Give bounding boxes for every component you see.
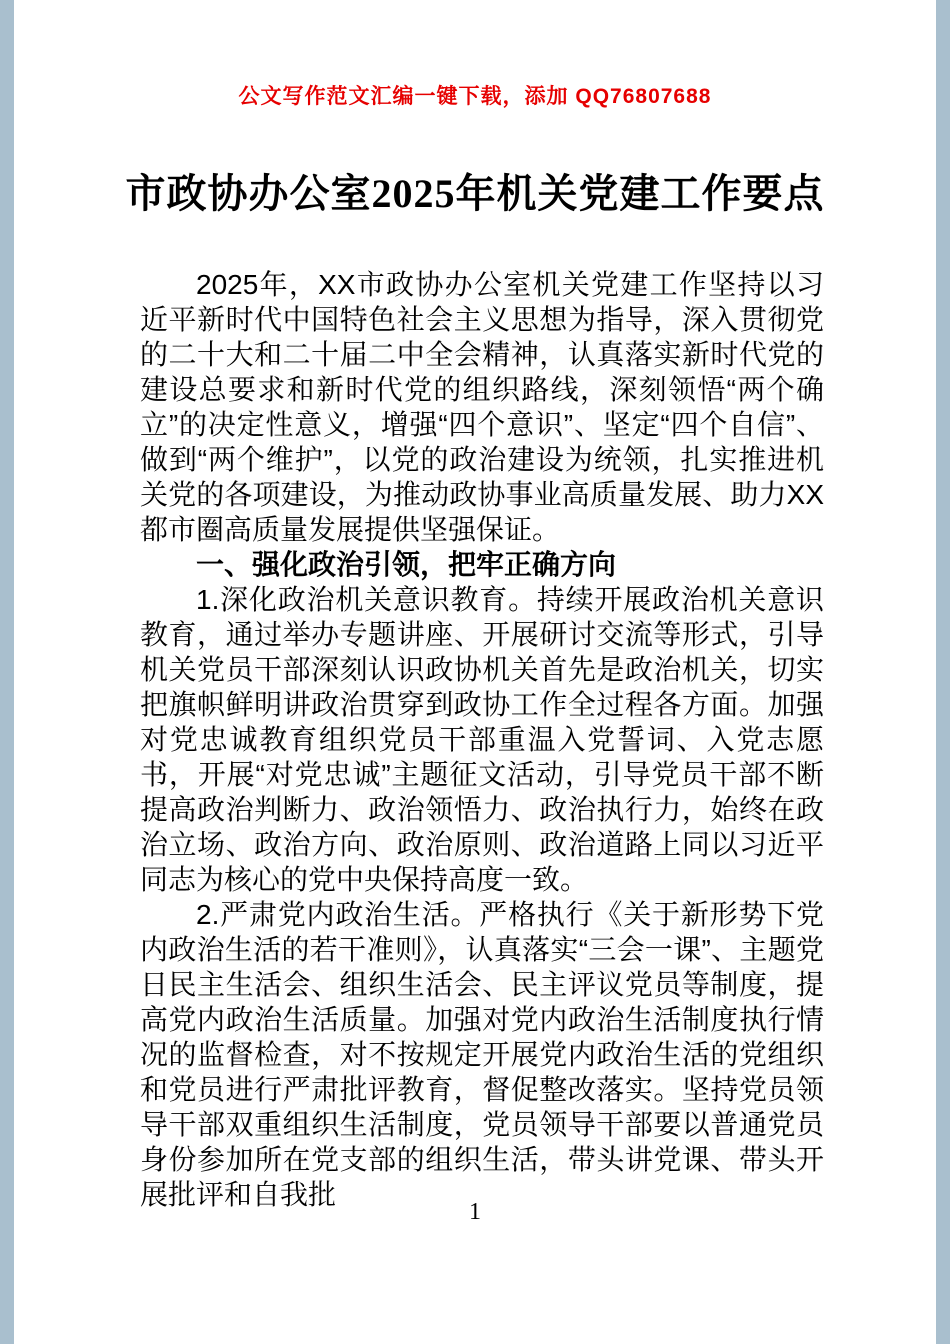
- page-title: 市政协办公室2025年机关党建工作要点: [125, 171, 825, 216]
- section-heading: 一、强化政治引领，把牢正确方向: [196, 549, 617, 580]
- document-body: [14, 267, 936, 1212]
- document-page: [14, 0, 936, 1344]
- paragraph: 2.严肃党内政治生活。严格执行《关于新形势下党内政治生活的若干准则》，认真落实“三会一课”、主题党日民主生活会、组织生活会、民主评议党员等制度，提高党内政治生活质量。加强对党内政治生活制度执行情况的监督检查，对不按规定开展党内政治生活的党组织和党员进行严肃批评教育，督促整改落实。坚持党员领导干部双重组织生活制度，党员领导干部要以普通党员身份参加所在党支部的组织生活，带头讲党课、带头开展批评和自我批: [140, 899, 824, 1210]
- header-notice: 公文写作范文汇编一键下载，添加 QQ76807688: [238, 85, 712, 108]
- paragraph: 1.深化政治机关意识教育。持续开展政治机关意识教育，通过举办专题讲座、开展研讨交流等形式，引导机关党员干部深刻认识政协机关首先是政治机关，切实把旗帜鲜明讲政治贯穿到政协工作全过程各方面。加强对党忠诚教育组织党员干部重温入党誓词、入党志愿书，开展“对党忠诚”主题征文活动，引导党员干部不断提高政治判断力、政治领悟力、政治执行力，始终在政治立场、政治方向、政治原则、政治道路上同以习近平同志为核心的党中央保持高度一致。: [140, 584, 824, 895]
- page-number: 1: [469, 1199, 481, 1225]
- paragraph: 2025年，XX市政协办公室机关党建工作坚持以习近平新时代中国特色社会主义思想为指导，深入贯彻党的二十大和二十届二中全会精神，认真落实新时代党的建设总要求和新时代党的组织路线，深刻领悟“两个确立”的决定性意义，增强“四个意识”、坚定“四个自信”、做到“两个维护”，以党的政治建设为统领，扎实推进机关党的各项建设，为推动政协事业高质量发展、助力XX都市圈高质量发展提供坚强保证。: [140, 269, 824, 545]
